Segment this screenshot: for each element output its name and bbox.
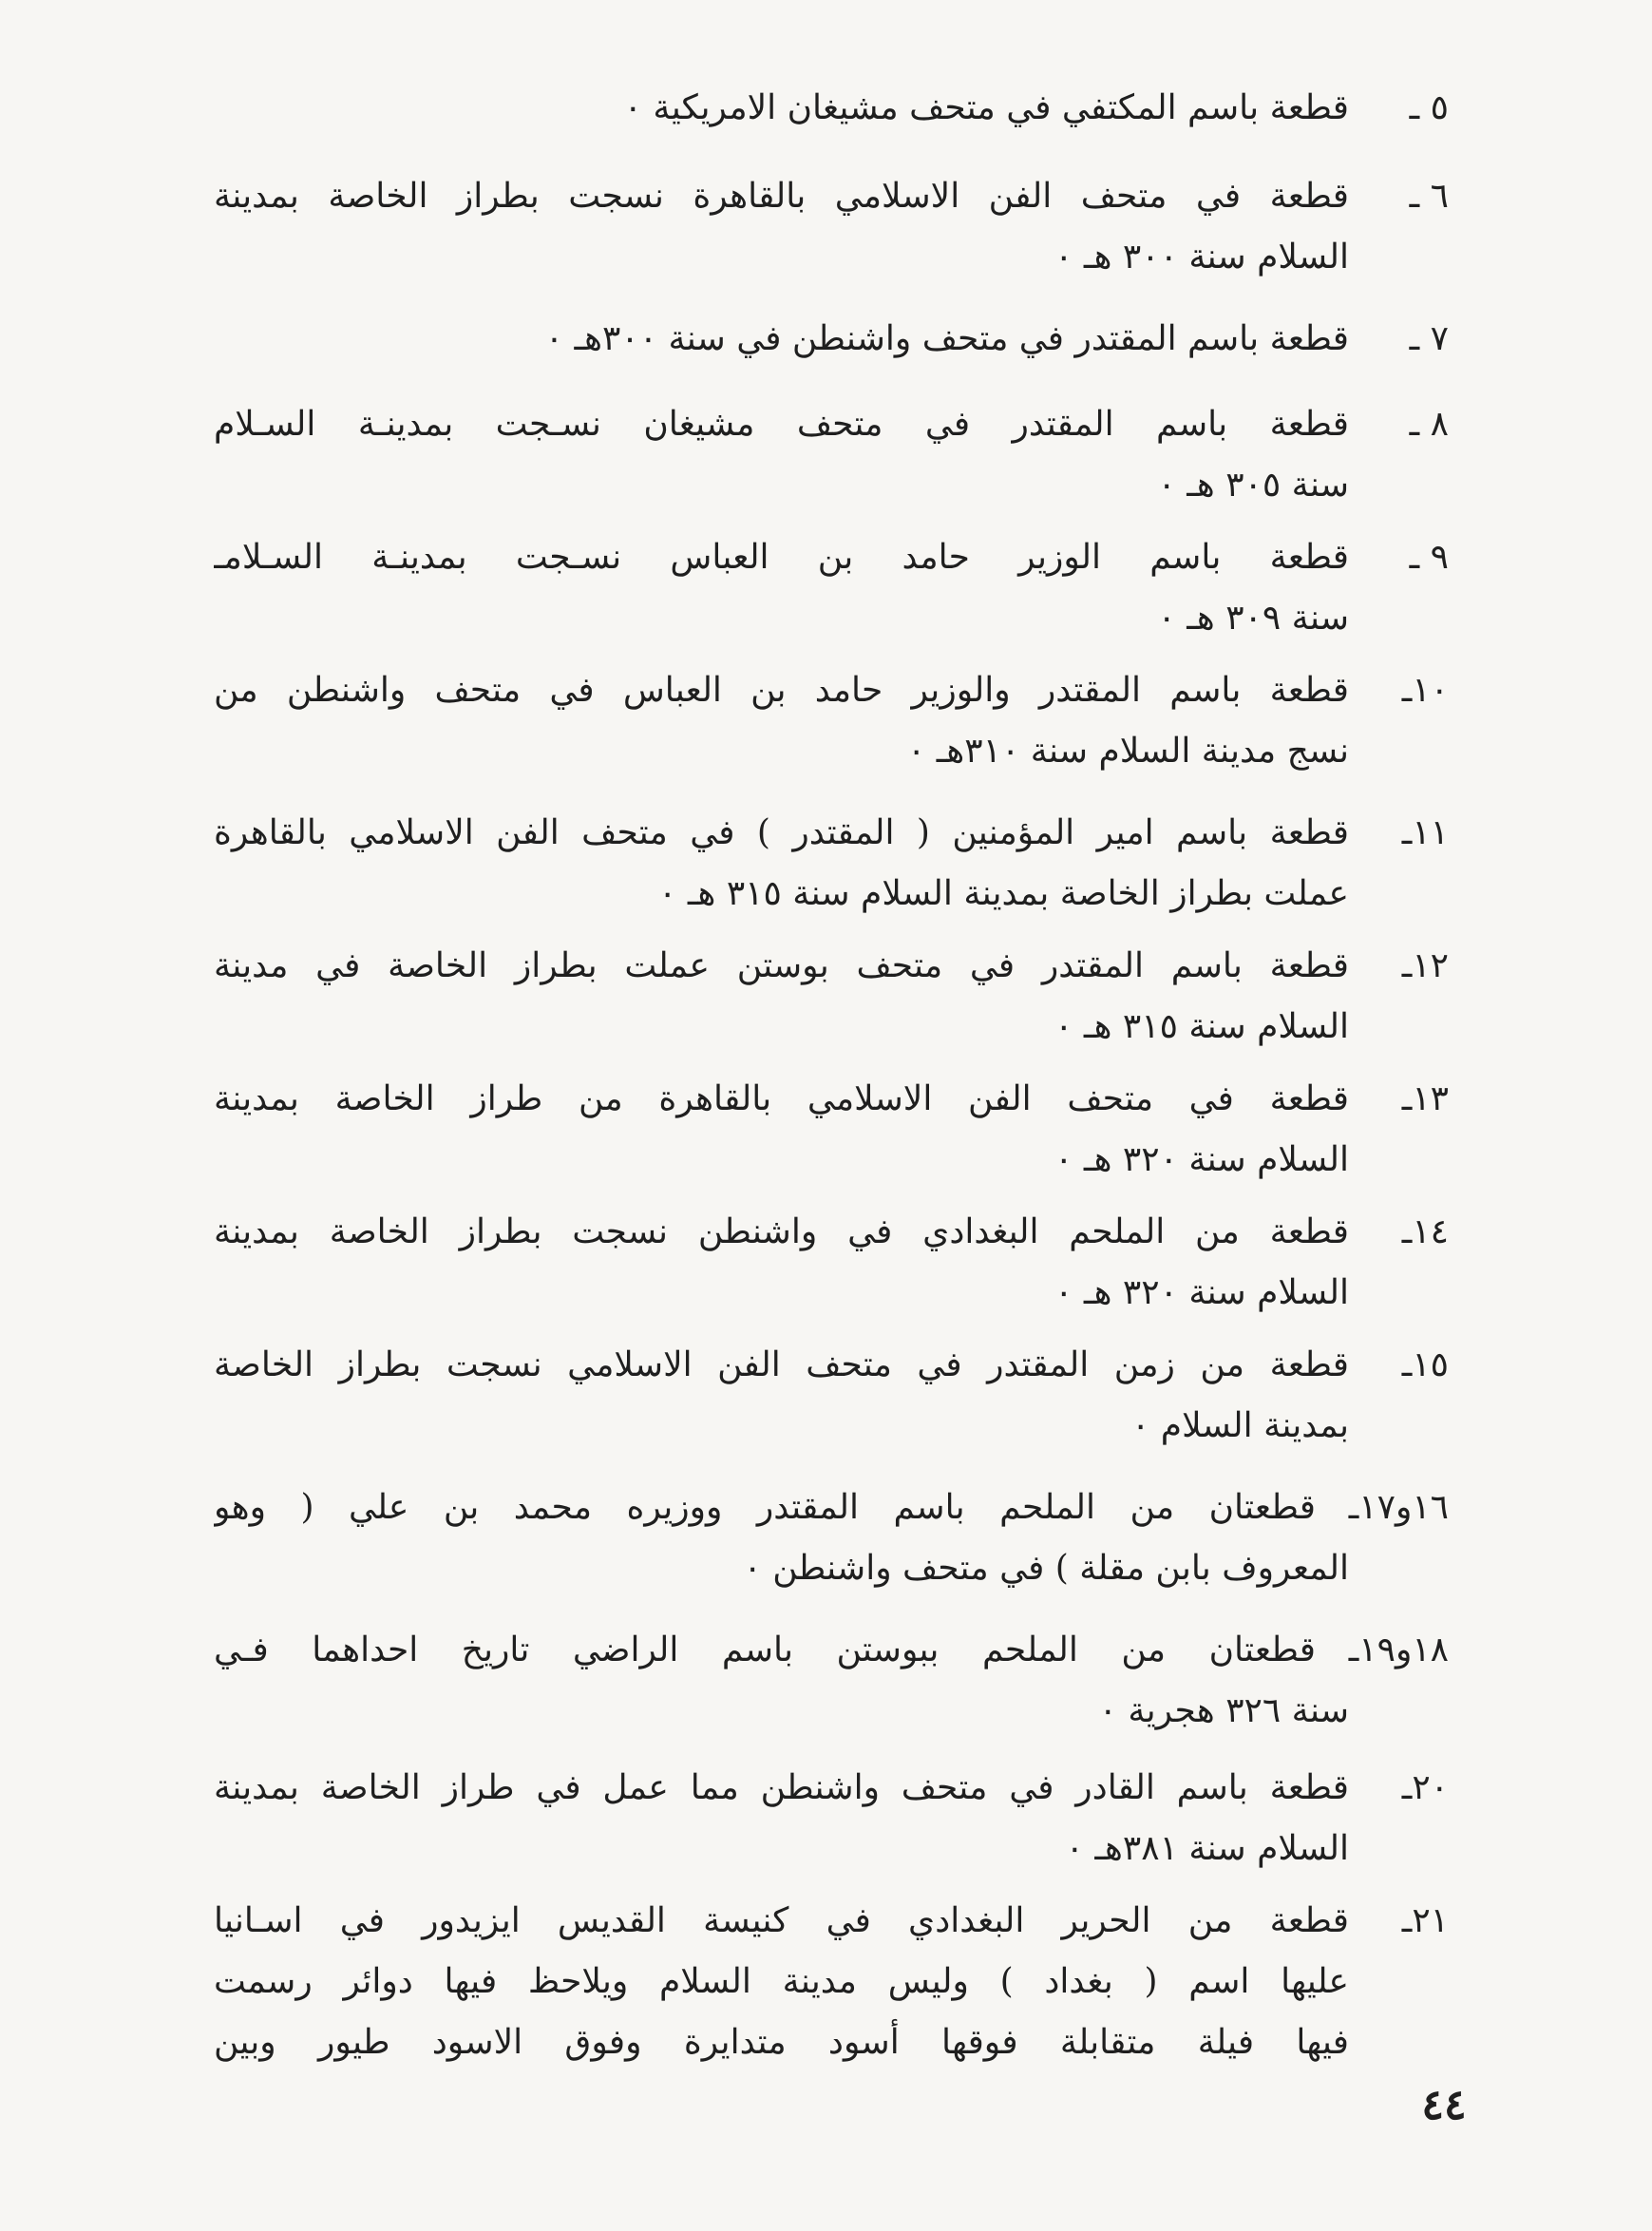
entry-line: قطعة من الملحم البغدادي في واشنطن نسجت بطراز الخاصة بمدينة: [214, 1212, 1349, 1251]
list-entry-20: [214, 1758, 1449, 1879]
entry-number: ٧ ـ: [1409, 319, 1449, 358]
entry-number: ٩ ـ: [1409, 538, 1449, 577]
entry-line: قطعة باسم المقتدر في متحف واشنطن في سنة ٣٠٠هـ ٠: [544, 319, 1349, 358]
entry-text: [214, 1202, 1349, 1324]
entry-number: ٦ ـ: [1409, 177, 1449, 216]
list-entry-21: [214, 1891, 1449, 2073]
entry-line: السلام سنة ٣٢٠ هـ ٠: [1054, 1140, 1349, 1179]
entry-line: قطعة باسم القادر في متحف واشنطن مما عمل في طراز الخاصة بمدينة: [214, 1768, 1349, 1807]
entry-line: قطعة باسم المكتفي في متحف مشيغان الامريكية ٠: [623, 88, 1349, 127]
entry-line: قطعة من الحرير البغدادي في كنيسة القديس ايزيدور في اسـانيا: [214, 1901, 1349, 1940]
entry-text: [214, 1758, 1349, 1879]
list-entry-5: [214, 78, 1449, 139]
entry-line: قطعة باسم امير المؤمنين ( المقتدر ) في متحف الفن الاسلامي بالقاهرة: [214, 813, 1349, 852]
entry-line: عليها اسم ( بغداد ) وليس مدينة السلام ويلاحظ فيها دوائر رسمت: [214, 1962, 1349, 2001]
entry-line: قطعة باسم المقتدر والوزير حامد بن العباس في متحف واشنطن من: [214, 671, 1349, 710]
entry-text: [214, 1620, 1349, 1742]
page-number: ٤٤: [1421, 2081, 1467, 2129]
entry-line: قطعة باسم الوزير حامد بن العباس نسـجت بمدينـة السـلامـ: [214, 538, 1349, 577]
entry-text: [214, 660, 1349, 782]
entry-line: السلام سنة ٣٢٠ هـ ٠: [1054, 1273, 1349, 1312]
entry-line: بمدينة السلام ٠: [1131, 1406, 1349, 1445]
entry-line: قطعة باسم المقتدر في متحف مشيغان نسـجت بمدينـة السـلام: [214, 405, 1349, 444]
entry-text: [214, 1335, 1349, 1457]
entry-text: [214, 936, 1349, 1058]
entry-number: ١٥ـ: [1401, 1345, 1449, 1384]
entry-line: قطعة في متحف الفن الاسلامي بالقاهرة من طراز الخاصة بمدينة: [214, 1079, 1349, 1118]
entry-text: [214, 527, 1349, 649]
entry-number: ٢١ـ: [1401, 1901, 1449, 1940]
list-entry-13: [214, 1069, 1449, 1191]
entry-number: ٢٠ـ: [1401, 1768, 1449, 1807]
entry-text: [214, 1891, 1349, 2073]
entry-line: عملت بطراز الخاصة بمدينة السلام سنة ٣١٥ هـ ٠: [658, 874, 1349, 913]
entry-text: [214, 78, 1349, 139]
entry-line: السلام سنة ٣٠٠ هـ ٠: [1054, 238, 1349, 276]
entry-text: [214, 1069, 1349, 1191]
list-entry-12: [214, 936, 1449, 1058]
entry-number: ١٤ـ: [1401, 1212, 1449, 1251]
entry-number: ١٨و١٩ـ: [1348, 1630, 1449, 1669]
list-entry-11: [214, 803, 1449, 925]
entry-number: ١٠ـ: [1401, 671, 1449, 710]
list-entry-8: [214, 394, 1449, 516]
entry-line: قطعة في متحف الفن الاسلامي بالقاهرة نسجت بطراز الخاصة بمدينة: [214, 177, 1349, 216]
entry-text: [214, 803, 1349, 925]
entry-line: قطعة باسم المقتدر في متحف بوستن عملت بطراز الخاصة في مدينة: [214, 946, 1349, 985]
list-entry-16-17: [214, 1478, 1449, 1599]
entry-line: سنة ٣٠٩ هـ ٠: [1157, 599, 1349, 638]
entry-number: ١٢ـ: [1401, 946, 1449, 985]
entry-line: نسج مدينة السلام سنة ٣١٠هـ ٠: [906, 732, 1349, 771]
entry-text: [214, 394, 1349, 516]
list-entry-18-19: [214, 1620, 1449, 1742]
list-entry-15: [214, 1335, 1449, 1457]
entry-number: ٥ ـ: [1409, 88, 1449, 127]
entry-number: ١١ـ: [1401, 813, 1449, 852]
entry-line: السلام سنة ٣١٥ هـ ٠: [1054, 1007, 1349, 1046]
list-entry-9: [214, 527, 1449, 649]
entry-text: [214, 1478, 1349, 1599]
entry-line: فيها فيلة متقابلة فوقها أسود متدايرة وفوق الاسود طيور وبين: [214, 2023, 1349, 2062]
entry-line: قطعتان من الملحم باسم المقتدر ووزيره محمد بن علي ( وهو: [214, 1488, 1316, 1527]
entry-line: السلام سنة ٣٨١هـ ٠: [1065, 1829, 1349, 1868]
entry-number: ١٣ـ: [1401, 1079, 1449, 1118]
list-entry-7: [214, 309, 1449, 370]
entry-line: سنة ٣٠٥ هـ ٠: [1157, 466, 1349, 505]
entry-text: [214, 166, 1349, 288]
entry-number: ٨ ـ: [1409, 405, 1449, 444]
entry-line: قطعة من زمن المقتدر في متحف الفن الاسلامي نسجت بطراز الخاصة: [214, 1345, 1349, 1384]
entry-text: [214, 309, 1349, 370]
entry-line: المعروف بابن مقلة ) في متحف واشنطن ٠: [743, 1549, 1349, 1588]
entry-number: ١٦و١٧ـ: [1348, 1488, 1449, 1527]
list-entry-6: [214, 166, 1449, 288]
list-entry-14: [214, 1202, 1449, 1324]
entry-line: قطعتان من الملحم ببوستن باسم الراضي تاريخ احداهما فـي: [214, 1630, 1316, 1669]
entry-line: سنة ٣٢٦ هجرية ٠: [1098, 1691, 1349, 1730]
list-entry-10: [214, 660, 1449, 782]
